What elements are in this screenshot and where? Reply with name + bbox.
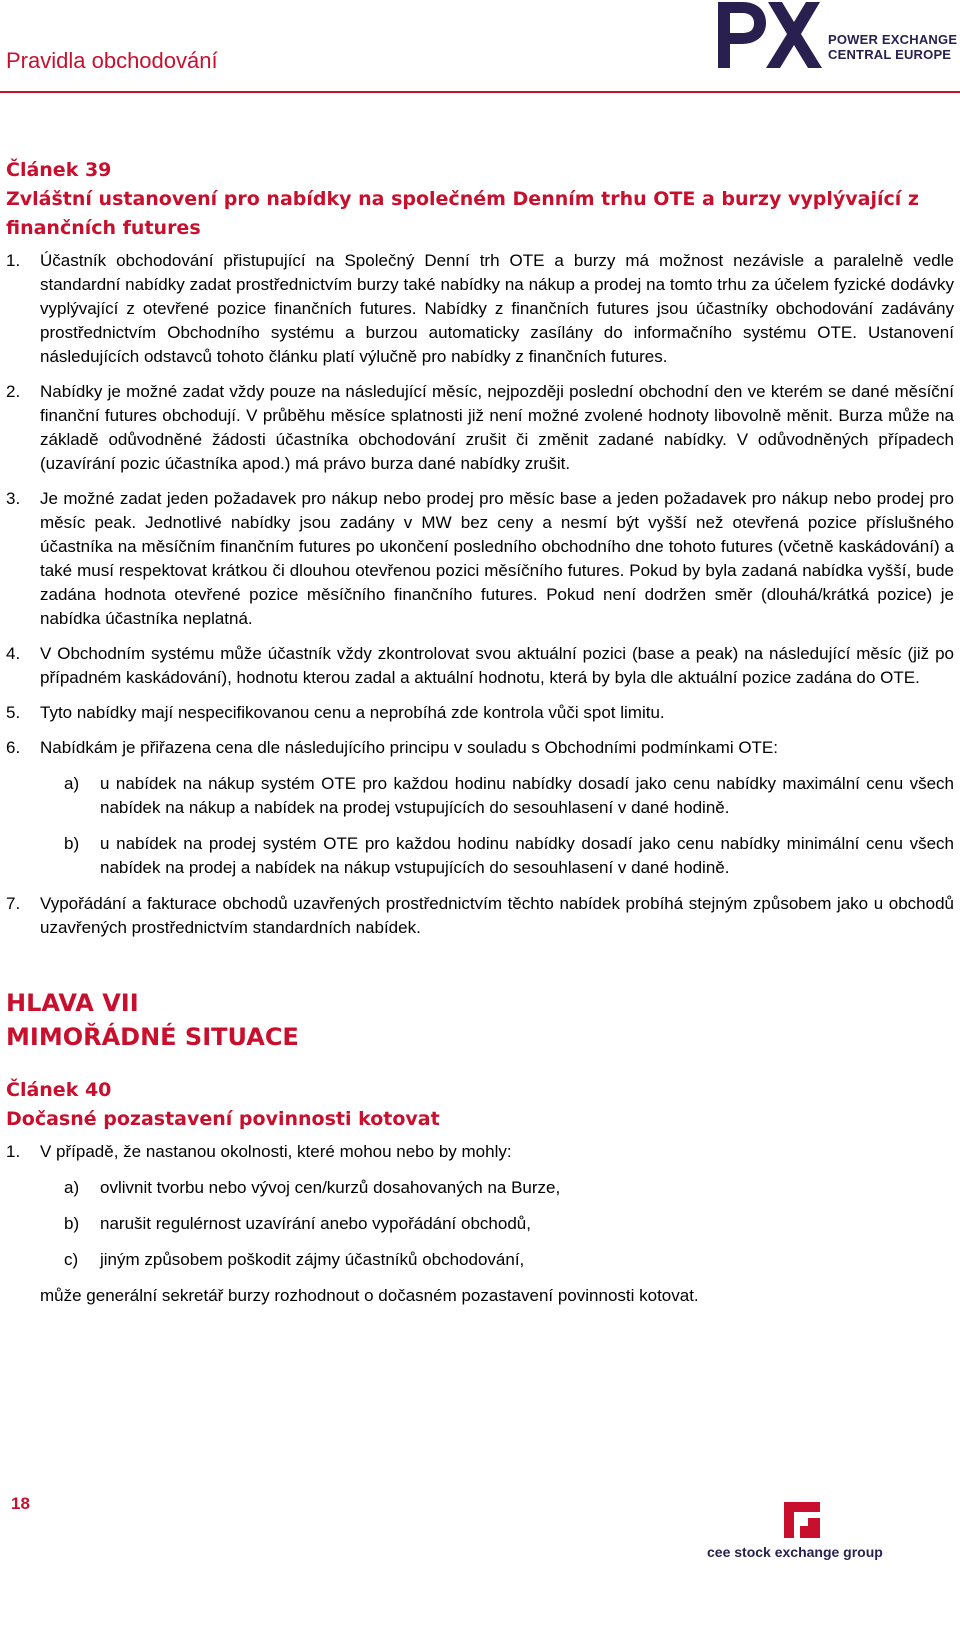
article-39-paragraph-3 xyxy=(0,487,954,631)
paragraph-number: 7. xyxy=(6,894,21,913)
article-39-paragraph-2 xyxy=(0,380,954,476)
logo-text xyxy=(828,32,957,62)
article-39-paragraph-5 xyxy=(0,701,954,725)
article-40-closing xyxy=(0,1284,954,1308)
paragraph-text: Tyto nabídky mají nespecifikovanou cenu a neprobíhá zde kontrola vůči spot limitu. xyxy=(40,703,665,722)
article-40-paragraph-1 xyxy=(0,1140,954,1164)
item-text: u nabídek na prodej systém OTE pro každou hodinu nabídky dosadí jako cenu nabídky minimální cenu všech nabídek na prodej a nabídek na nákup vstupujících do sesouhlasení v dané hodině. xyxy=(100,834,954,877)
article-40-title: Dočasné pozastavení povinnosti kotovat xyxy=(6,1108,440,1130)
paragraph-6-item-a xyxy=(64,772,954,820)
paragraph-text: V Obchodním systému může účastník vždy zkontrolovat svou aktuální pozici (base a peak) na následující měsíc (již po případném kaskádování), hodnotu kterou zadal a aktuální hodnotu, která by byla dle aktuální pozice zadána do OTE. xyxy=(40,644,954,687)
paragraph-number: 1. xyxy=(6,1142,21,1161)
item-label: a) xyxy=(64,1178,80,1197)
document-title: Pravidla obchodování xyxy=(6,48,218,73)
px-logo-icon xyxy=(718,0,824,70)
paragraph-number: 6. xyxy=(6,738,21,757)
article-40-item-a xyxy=(64,1176,954,1200)
item-label: b) xyxy=(64,834,80,853)
item-label: a) xyxy=(64,774,80,793)
part-subheading: MIMOŘÁDNÉ SITUACE xyxy=(6,1023,299,1051)
item-label: b) xyxy=(64,1214,80,1233)
part-heading: HLAVA VII xyxy=(6,989,139,1017)
item-text: narušit regulérnost uzavírání anebo vypořádání obchodů, xyxy=(100,1214,531,1233)
group-name: cee stock exchange group xyxy=(707,1544,883,1560)
paragraph-6-item-b xyxy=(64,832,954,880)
paragraph-number: 3. xyxy=(6,489,21,508)
header-divider xyxy=(0,91,960,93)
paragraph-number: 5. xyxy=(6,703,21,722)
item-text: u nabídek na nákup systém OTE pro každou hodinu nabídky dosadí jako cenu nabídky maximální cenu všech nabídek na nákup a nabídek na prodej vstupujících do sesouhlasení v dané hodině. xyxy=(100,774,954,817)
closing-text: může generální sekretář burzy rozhodnout o dočasném pozastavení povinnosti kotovat. xyxy=(40,1286,699,1305)
paragraph-number: 4. xyxy=(6,644,21,663)
logo-line-2: CENTRAL EUROPE xyxy=(828,47,952,62)
article-39-paragraph-7 xyxy=(0,892,954,940)
paragraph-text: V případě, že nastanou okolnosti, které mohou nebo by mohly: xyxy=(40,1142,512,1161)
page-number: 18 xyxy=(11,1494,30,1513)
article-40-number: Článek 40 xyxy=(6,1079,112,1101)
item-text: ovlivnit tvorbu nebo vývoj cen/kurzů dosahovaných na Burze, xyxy=(100,1178,561,1197)
paragraph-text: Nabídky je možné zadat vždy pouze na následující měsíc, nejpozději poslední obchodní den ve kterém se dané měsíční finanční futures obchodují. V průběhu měsíce splatnosti již není možné zvolené hodnoty libovolně měnit. Burza může na základě odůvodněné žádosti účastníka obchodování zrušit či změnit zadané nabídky. V odůvodněných případech (uzavírání pozic účastníka apod.) má právo burza dané nabídky zrušit. xyxy=(40,382,954,473)
article-39-paragraph-4 xyxy=(0,642,954,690)
article-39-title: Zvláštní ustanovení pro nabídky na společném Denním trhu OTE a burzy vyplývající z finančních futures xyxy=(6,188,919,239)
article-40-item-b xyxy=(64,1212,954,1236)
logo-line-1: POWER EXCHANGE xyxy=(828,32,958,47)
paragraph-number: 1. xyxy=(6,251,21,270)
cee-logo-icon xyxy=(782,1500,822,1540)
item-label: c) xyxy=(64,1250,79,1269)
cee-group-logo xyxy=(707,1500,897,1570)
paragraph-text: Vypořádání a fakturace obchodů uzavřených prostřednictvím těchto nabídek probíhá stejným způsobem jako u obchodů uzavřených prostřednictvím standardních nabídek. xyxy=(40,894,954,937)
paragraph-text: Nabídkám je přiřazena cena dle následujícího principu v souladu s Obchodními podmínkami OTE: xyxy=(40,738,778,757)
paragraph-number: 2. xyxy=(6,382,21,401)
article-39-paragraph-1 xyxy=(0,249,954,369)
article-39-paragraph-6 xyxy=(0,736,954,760)
item-text: jiným způsobem poškodit zájmy účastníků obchodování, xyxy=(100,1250,525,1269)
paragraph-text: Je možné zadat jeden požadavek pro nákup nebo prodej pro měsíc base a jeden požadavek pro nákup nebo prodej pro měsíc peak. Jednotlivé nabídky jsou zadány v MW bez ceny a nesmí být vyšší než otevřená pozice příslušného účastníka na měsíčním finančním futures po ukončení posledního obchodního dne tohoto futures (včetně kaskádování) a také musí respektovat krátkou či dlouhou otevřenou pozici měsíčního futures. Pokud by byla zadaná nabídka vyšší, bude zadána hodnota otevřené pozice měsíčního finančního futures. Pokud není dodržen směr (dlouhá/krátká pozice) je nabídka účastníka neplatná. xyxy=(40,489,954,628)
pxe-logo xyxy=(718,0,958,74)
document-body xyxy=(0,156,960,1308)
paragraph-text: Účastník obchodování přistupující na Společný Denní trh OTE a burzy má možnost nezávisle a paralelně vedle standardní nabídky zadat prostřednictvím burzy také nabídky na nákup a prodej na tomto trhu za účelem fyzické dodávky vyplývající z otevřené pozice finančních futures. Nabídky z finančních futures jsou účastníky obchodování zadávány prostřednictvím Obchodního systému a burzou automaticky zasílány do informačního systému OTE. Ustanovení následujících odstavců tohoto článku platí výlučně pro nabídky z finančních futures. xyxy=(40,251,954,366)
article-40-item-c xyxy=(64,1248,954,1272)
article-39-number: Článek 39 xyxy=(6,159,112,181)
